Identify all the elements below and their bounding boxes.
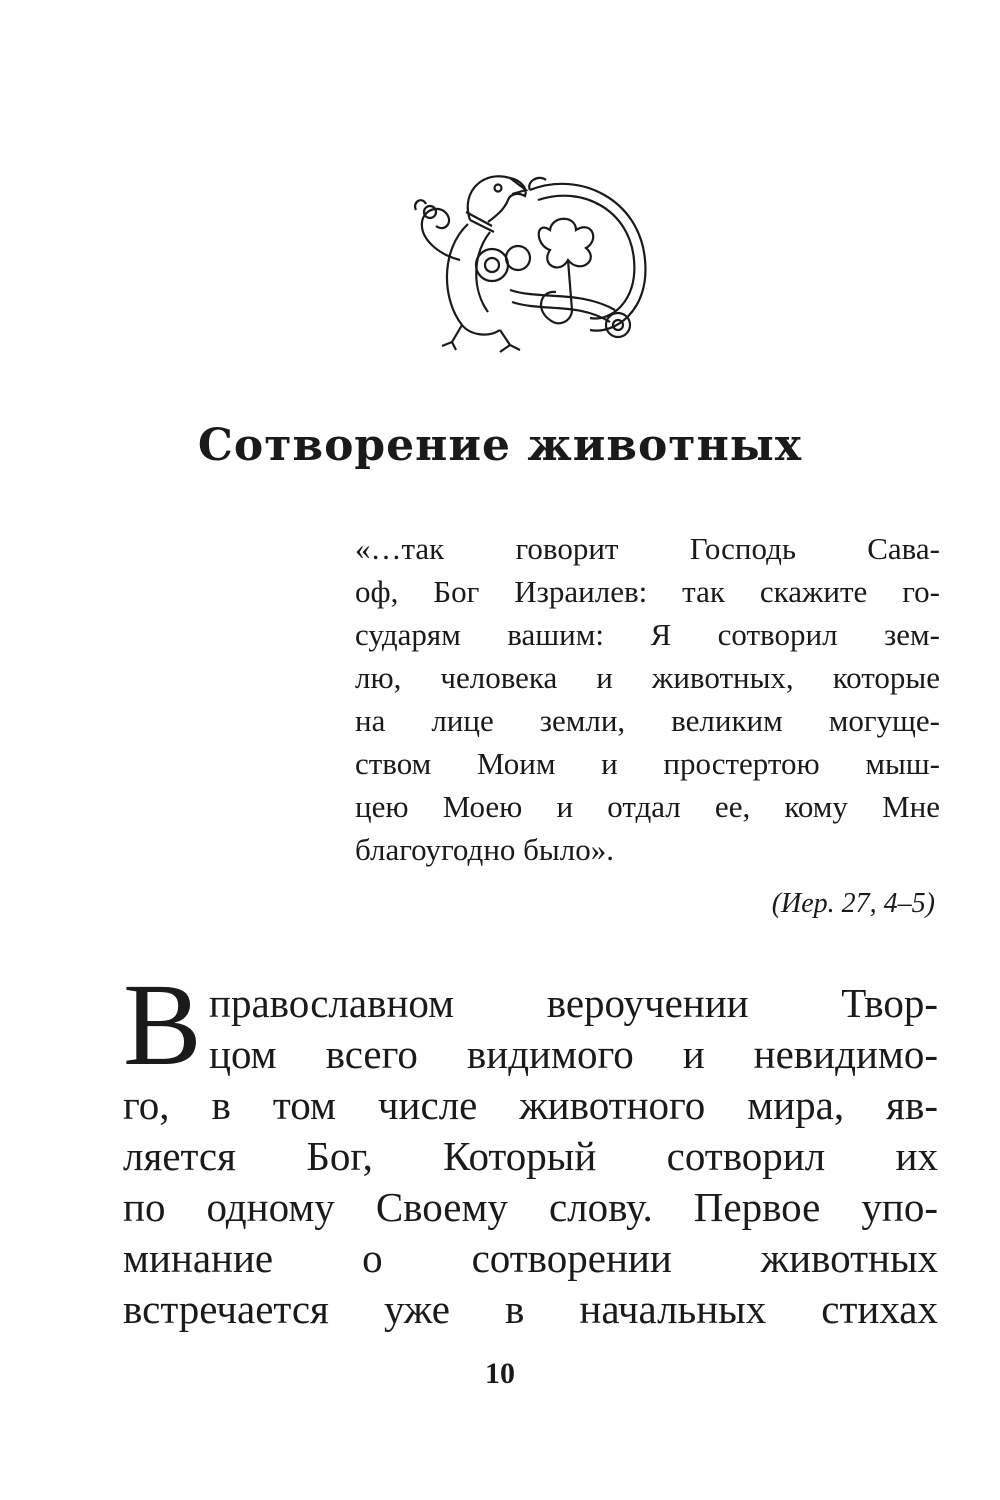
epigraph-line: «…так говорит Господь Сава- (355, 531, 940, 566)
epigraph-line: благоугодно было». (355, 832, 614, 867)
body-paragraph (123, 978, 938, 1335)
epigraph-line: на лице земли, великим могуще- (355, 703, 940, 738)
epigraph-line: цею Моею и отдал ее, кому Мне (355, 789, 940, 824)
epigraph-quote (355, 527, 940, 871)
drop-cap: В (123, 959, 202, 1090)
body-line: православном вероучении Твор- (209, 980, 938, 1026)
epigraph-source: (Иер. 27, 4–5) (771, 888, 935, 919)
body-line: по одному Своему слову. Первое упо- (123, 1184, 938, 1230)
epigraph-line: сударям вашим: Я сотворил зем- (355, 617, 940, 652)
celtic-bird-ornament-icon (400, 160, 670, 360)
body-line: ляется Бог, Который сотворил их (123, 1133, 938, 1179)
page-number: 10 (485, 1357, 515, 1390)
epigraph-line: оф, Бог Израилев: так скажите го- (355, 574, 940, 609)
body-line: минание о сотворении животных (123, 1235, 938, 1281)
body-line: встречается уже в начальных стихах (123, 1286, 938, 1332)
epigraph-line: лю, человека и животных, которые (355, 660, 940, 695)
body-line: цом всего видимого и невидимо- (209, 1031, 938, 1077)
chapter-title: Сотворение животных (197, 420, 803, 471)
epigraph-line: ством Моим и простертою мыш- (355, 746, 940, 781)
body-line: го, в том числе животного мира, яв- (123, 1082, 938, 1128)
